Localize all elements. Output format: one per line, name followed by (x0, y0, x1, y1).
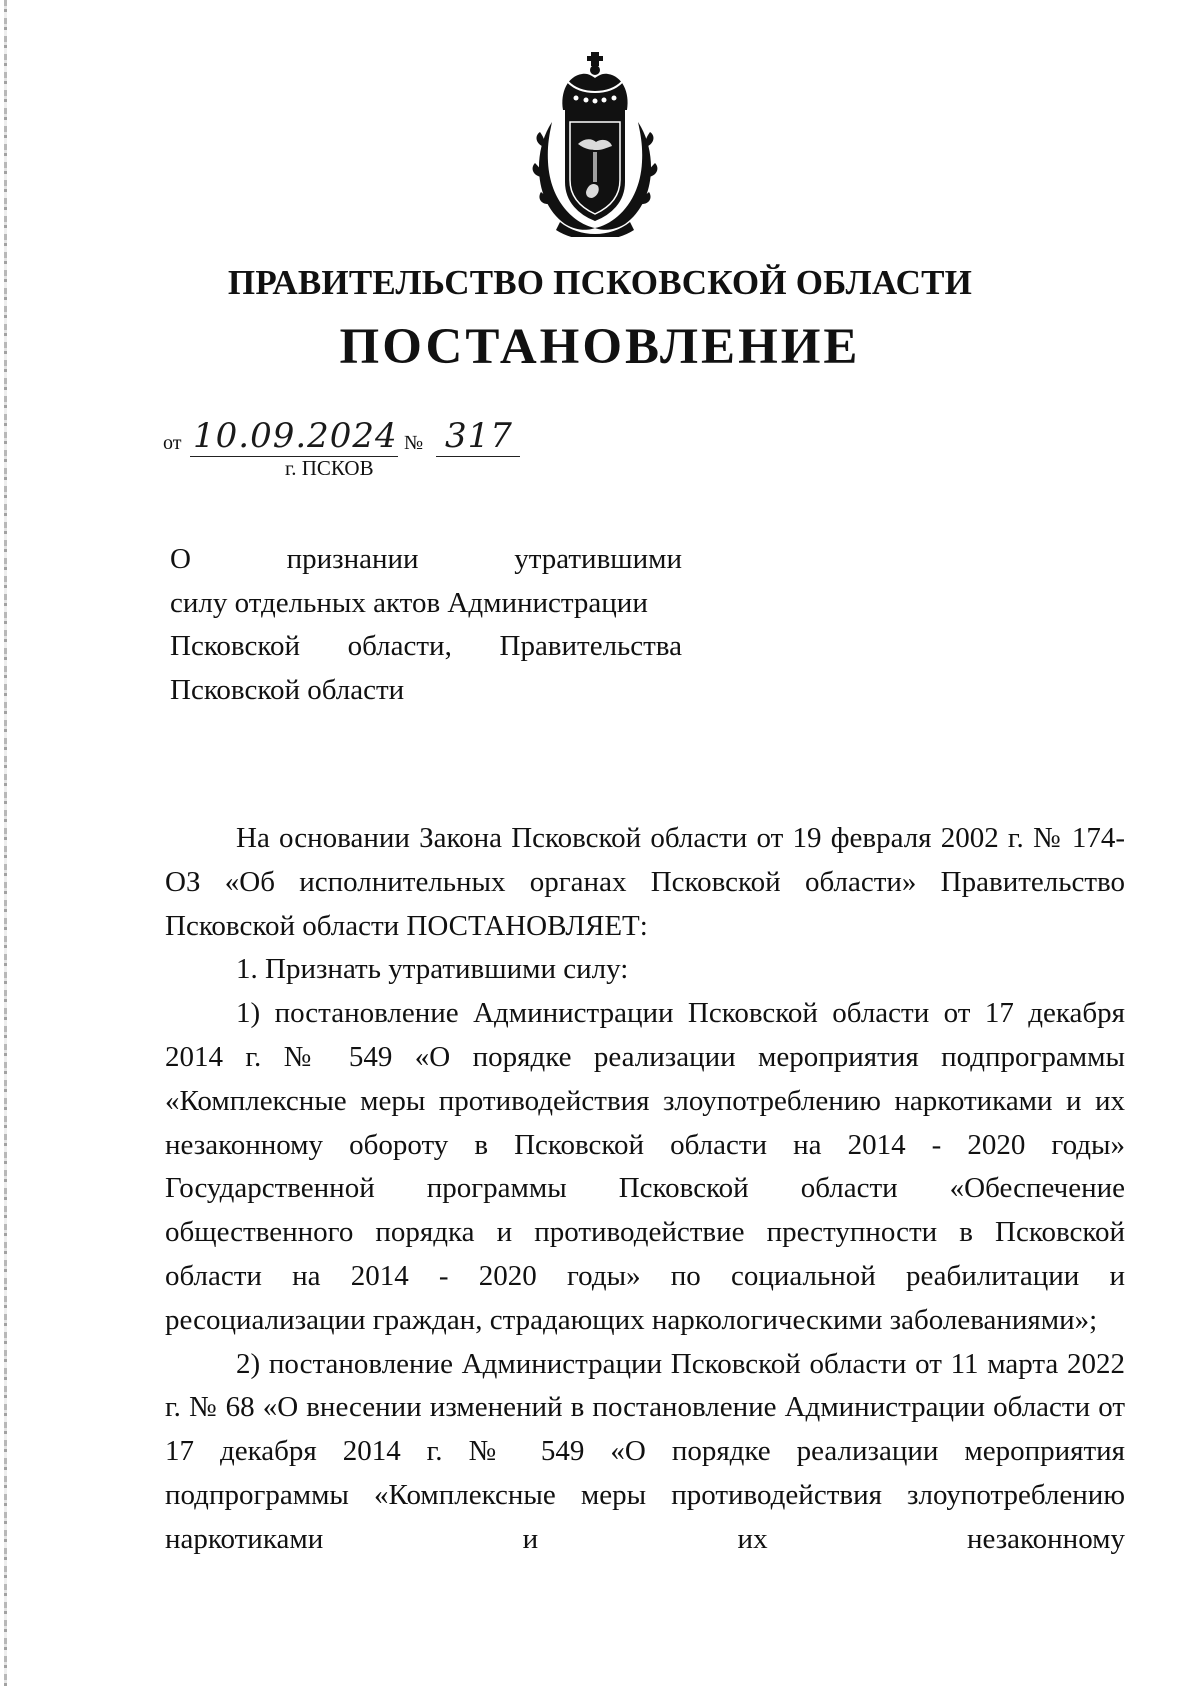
clause-item-paragraph: 1) постановление Администрации Псковской области от 17 декабря 2014 г. № 549 «О порядке реализации мероприятия подпрограммы «Комплексные меры противодействия злоупотреблению наркотиками и их незаконному обороту в Псковской области на 2014 - 2020 годы» Государственной программы Псковской области «Обеспечение общественного порядка и противодействие преступности в Псковской области на 2014 - 2020 годы» по социальной реабилитации и ресоциализации граждан, страдающих наркологическими заболеваниями»; (165, 997, 1125, 1336)
subject-line: Псковской области (170, 673, 405, 706)
number-prefix: № (404, 432, 424, 454)
document-subject (170, 538, 682, 712)
handwritten-number: 317 (445, 416, 513, 456)
clause-item-paragraph: 2) постановление Администрации Псковской области от 11 марта 2022 г. № 68 «О внесении изменений в постановление Администрации области от 17 декабря 2014 г. № 549 «О порядке реализации мероприятия подпрограммы «Комплексные меры противодействия злоупотреблению наркотиками и их незаконному (165, 1347, 1125, 1555)
issuing-authority: ПРАВИТЕЛЬСТВО ПСКОВСКОЙ ОБЛАСТИ (227, 263, 973, 302)
preamble-paragraph: На основании Закона Псковской области от 19 февраля 2002 г. № 174-ОЗ «Об исполнительных органах Псковской области» Правительство Псковской области ПОСТАНОВЛЯЕТ: (165, 822, 1125, 942)
handwritten-date: 10.09.2024 (193, 416, 398, 456)
document-type-title: ПОСТАНОВЛЕНИЕ (339, 319, 861, 375)
city-name: г. ПСКОВ (285, 456, 374, 480)
subject-line: силу отдельных актов Администрации (170, 586, 648, 619)
subject-line: Псковской области, Правительства (170, 630, 682, 662)
number-underline (436, 456, 520, 457)
date-prefix: от (163, 432, 182, 454)
clause-paragraph: 1. Признать утратившими силу: (236, 953, 629, 986)
document-body (165, 817, 1125, 1562)
subject-line: О признании утратившими (170, 543, 682, 575)
scan-edge-artifact (4, 0, 7, 1686)
coat-of-arms-icon (530, 52, 660, 237)
